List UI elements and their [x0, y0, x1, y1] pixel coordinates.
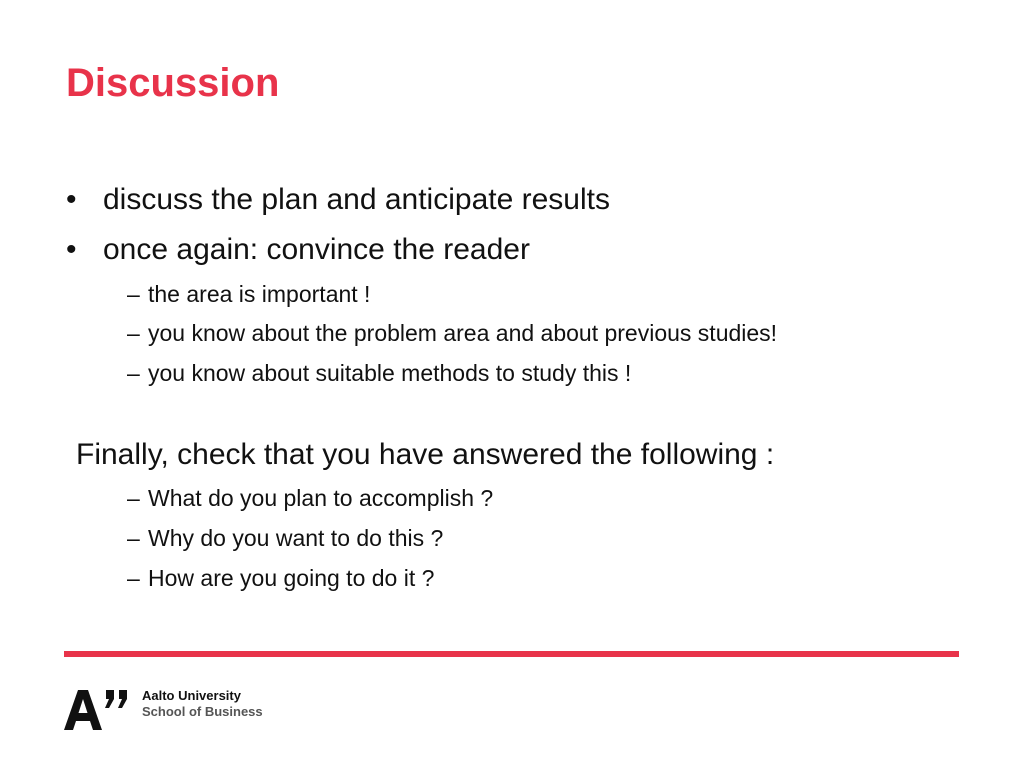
bullet-marker: • [66, 233, 77, 266]
sub-bullet-marker: – [127, 485, 140, 511]
bullet-marker: • [66, 183, 77, 216]
logo-school-name: School of Business [142, 704, 263, 719]
sub-bullet-text: you know about suitable methods to study this ! [148, 360, 632, 386]
sub-bullet-text: What do you plan to accomplish ? [148, 485, 494, 511]
logo-university-name: Aalto University [142, 688, 241, 703]
bullet-text: once again: convince the reader [103, 233, 530, 266]
bullet-text: discuss the plan and anticipate results [103, 183, 610, 216]
sub-bullet-text: you know about the problem area and about previous studies! [148, 320, 778, 346]
sub-bullet-marker: – [127, 281, 140, 307]
aalto-logo [64, 686, 304, 736]
slide-title: Discussion [66, 61, 280, 105]
closing-line: Finally, check that you have answered the following : [76, 438, 775, 471]
sub-bullet-marker: – [127, 360, 140, 386]
sub-bullet-marker: – [127, 565, 140, 591]
sub-bullet-marker: – [127, 320, 140, 346]
aalto-a-quote-logo-icon [64, 686, 130, 732]
footer-divider [64, 651, 959, 657]
sub-bullet-text: How are you going to do it ? [148, 565, 435, 591]
sub-bullet-text: Why do you want to do this ? [148, 525, 444, 551]
sub-bullet-text: the area is important ! [148, 281, 371, 307]
sub-bullet-marker: – [127, 525, 140, 551]
